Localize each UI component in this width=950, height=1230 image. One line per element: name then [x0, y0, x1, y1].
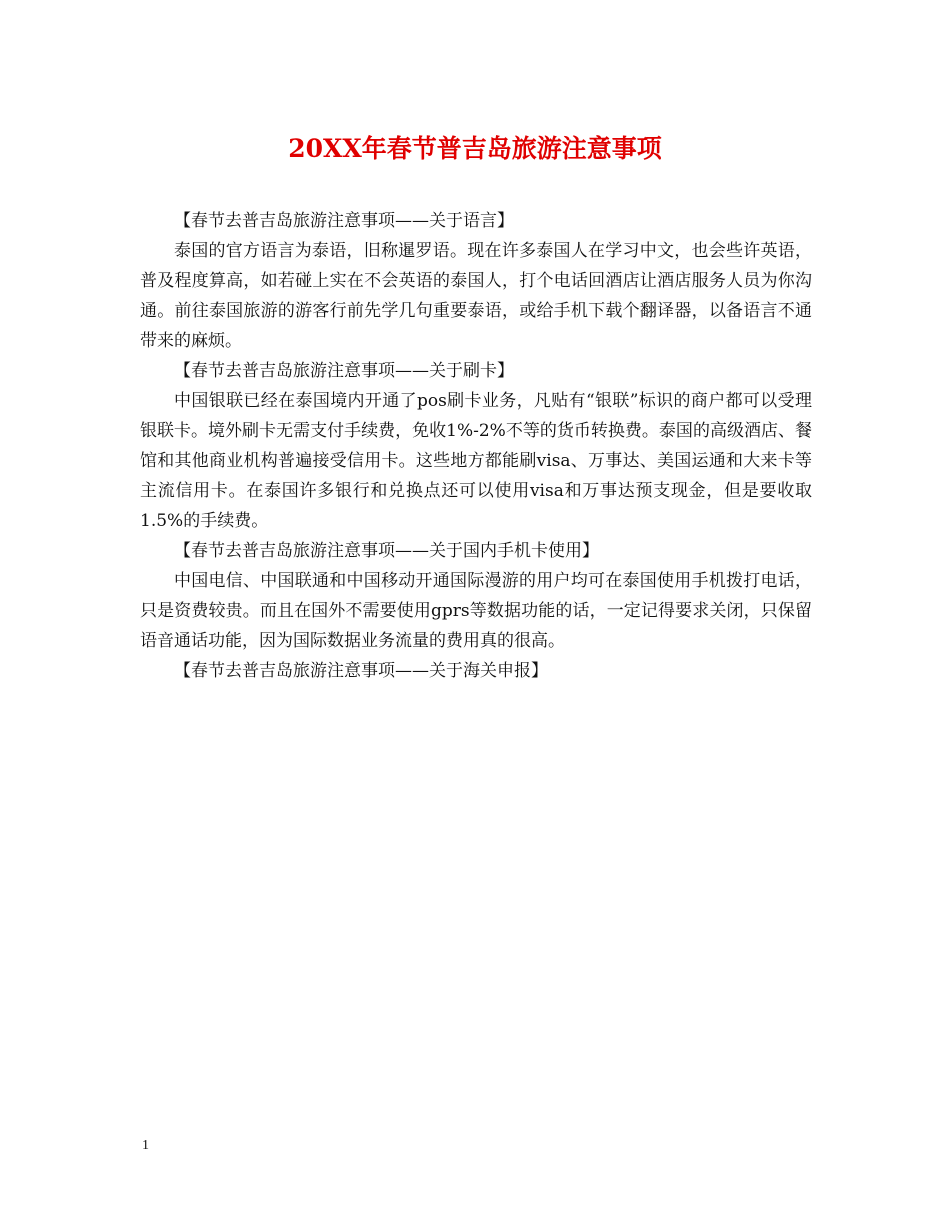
section-body-language: 泰国的官方语言为泰语，旧称暹罗语。现在许多泰国人在学习中文，也会些许英语，普及程度算高，如若碰上实在不会英语的泰国人，打个电话回酒店让酒店服务人员为你沟通。前往泰国旅游的游客行前先学几句重要泰语，或给手机下载个翻译器，以备语言不通带来的麻烦。 [140, 241, 812, 351]
section-heading-phone: 【春节去普吉岛旅游注意事项——关于国内手机卡使用】 [174, 541, 599, 561]
section-heading-card: 【春节去普吉岛旅游注意事项——关于刷卡】 [174, 361, 514, 381]
document-title: 20XX年春节普吉岛旅游注意事项 [288, 134, 662, 163]
document-body [140, 206, 812, 686]
section-heading-customs: 【春节去普吉岛旅游注意事项——关于海关申报】 [174, 661, 548, 681]
section-body-card: 中国银联已经在泰国境内开通了pos刷卡业务，凡贴有“银联”标识的商户都可以受理银联卡。境外刷卡无需支付手续费，免收1%-2%不等的货币转换费。泰国的高级酒店、餐馆和其他商业机构普遍接受信用卡。这些地方都能刷visa、万事达、美国运通和大来卡等主流信用卡。在泰国许多银行和兑换点还可以使用visa和万事达预支现金，但是要收取1.5%的手续费。 [140, 391, 812, 531]
page-number: 1 [142, 1138, 149, 1153]
section-body-phone: 中国电信、中国联通和中国移动开通国际漫游的用户均可在泰国使用手机拨打电话，只是资费较贵。而且在国外不需要使用gprs等数据功能的话，一定记得要求关闭，只保留语音通话功能，因为国际数据业务流量的费用真的很高。 [140, 571, 812, 651]
section-heading-language: 【春节去普吉岛旅游注意事项——关于语言】 [174, 211, 514, 231]
